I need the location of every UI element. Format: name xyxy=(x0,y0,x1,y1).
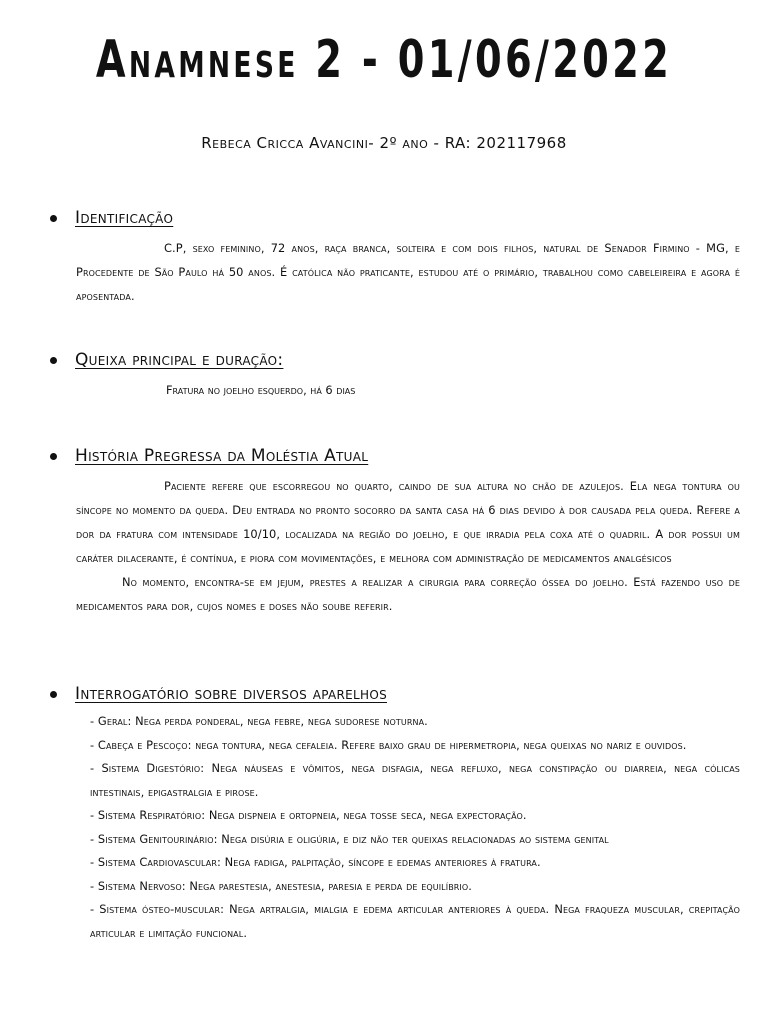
section-text: Fratura no joelho esquerdo, há 6 dias xyxy=(166,383,356,397)
section-header xyxy=(50,348,740,372)
author-line: Rebeca Cricca Avancini- 2º ano - RA: 202117968 xyxy=(201,134,567,152)
section-interrogatorio xyxy=(50,682,740,945)
list-item: - Sistema Genitourinário: Nega disúria e oligúria, e diz não ter queixas relacionadas ao sistema genital xyxy=(90,831,609,846)
list-item: - Cabeça e Pescoço: nega tontura, nega cefaleia. Refere baixo grau de hipermetropia, nega queixas no nariz e ouvidos. xyxy=(90,737,687,752)
section-title: Interrogatório sobre diversos aparelhos xyxy=(75,684,387,704)
section-title: Identificação xyxy=(75,208,174,228)
section-title: História Pregressa da Moléstia Atual xyxy=(75,446,369,466)
list-item: - Sistema ósteo-muscular: Nega artralgia, mialgia e edema articular anteriores à queda. Nega fraqueza muscular, crepitação articular e limitação funcional. xyxy=(90,902,740,940)
list-item: - Sistema Nervoso: Nega parestesia, anestesia, paresia e perda de equilíbrio. xyxy=(90,878,473,893)
section-title: Queixa principal e duração: xyxy=(75,350,284,370)
section-text: C.P, sexo feminino, 72 anos, raça branca, solteira e com dois filhos, natural de Senador Firmino - MG, e Procedente de São Paulo há 50 anos. É católica não praticante, estudou até o primário, trabalhou como cabeleireira e agora é aposentada. xyxy=(76,241,740,303)
section-header xyxy=(50,682,740,706)
bullet-icon xyxy=(50,453,57,460)
section-paragraph-2: No momento, encontra-se em jejum, prestes a realizar a cirurgia para correção óssea do joelho. Está fazendo uso de medicamentos para dor, cujos nomes e doses não soube referir. xyxy=(76,575,740,613)
section-header xyxy=(50,444,740,468)
list-item: - Sistema Respiratório: Nega dispneia e ortopneia, nega tosse seca, nega expectoração. xyxy=(90,808,527,822)
list-item: - Sistema Digestório: Nega náuseas e vômitos, nega disfagia, nega refluxo, nega constipação ou diarreia, nega cólicas intestinais, epigastralgia e pirose. xyxy=(90,761,740,799)
system-review-list xyxy=(90,710,740,945)
section-header xyxy=(50,206,740,230)
section-queixa xyxy=(50,348,740,402)
page-title: Anamnese 2 - 01/06/2022 xyxy=(95,30,673,90)
section-identificacao xyxy=(50,206,740,308)
bullet-icon xyxy=(50,357,57,364)
section-hpma xyxy=(50,444,740,618)
list-item: - Sistema Cardiovascular: Nega fadiga, palpitação, síncope e edemas anteriores à fratura. xyxy=(90,855,541,869)
bullet-icon xyxy=(50,691,57,698)
bullet-icon xyxy=(50,215,57,222)
section-paragraph-1: Paciente refere que escorregou no quarto, caindo de sua altura no chão de azulejos. Ela nega tontura ou síncope no momento da queda. Deu entrada no pronto socorro da santa casa há 6 dias devido à dor causada pela queda. Refere a dor da fratura com intensidade 10/10, localizada na região do joelho, e que irradia pela coxa até o quadril. A dor possui um caráter dilacerante, é contínua, e piora com movimentações, e melhora com administração de medicamentos analgésicos xyxy=(76,479,740,565)
list-item: - Geral: Nega perda ponderal, nega febre, nega sudorese noturna. xyxy=(90,714,428,728)
